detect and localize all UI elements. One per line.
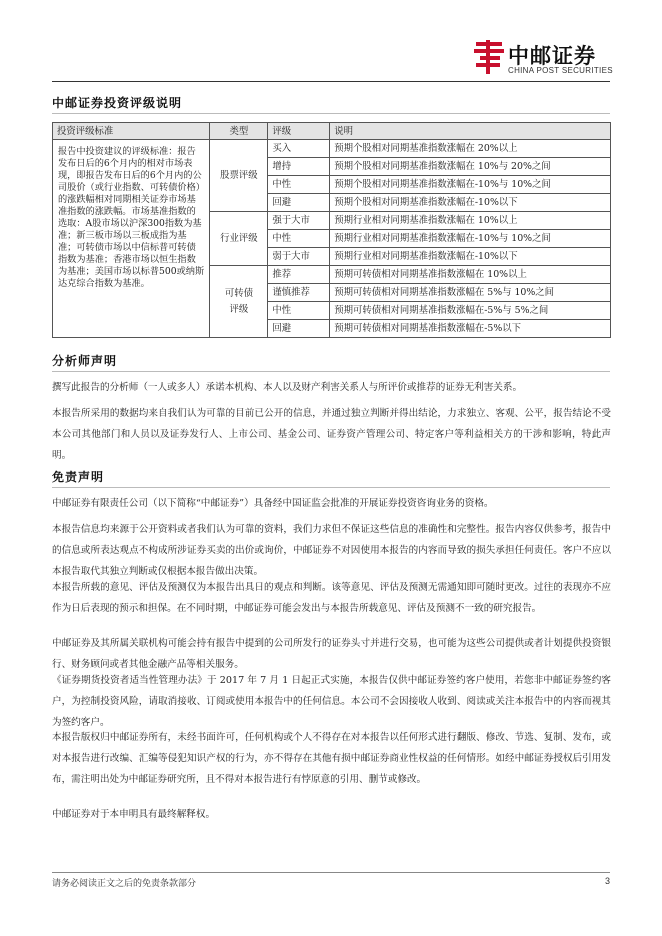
rating-desc: 预期个股相对同期基准指数涨幅在 20%以上 <box>330 140 611 158</box>
analyst-paragraph: 撰写此报告的分析师（一人或多人）承诺本机构、本人以及财产利害关系人与所评价或推荐的证券无利害关系。 <box>52 382 523 393</box>
rating-type-stock: 股票评级 <box>210 140 268 212</box>
disclaimer-paragraph: 中邮证券及其所属关联机构可能会持有报告中提到的公司所发行的证券头寸并进行交易，也可能为这些公司提供或者计划提供投资银行、财务顾问或者其他金融产品等相关服务。 <box>52 638 611 670</box>
disclaimer-paragraph: 本报告版权归中邮证券所有，未经书面许可，任何机构或个人不得存在对本报告以任何形式进行翻版、修改、节选、复制、发布，或对本报告进行改编、汇编等侵犯知识产权的行为，亦不得存在其他有损中邮证券商业性权益的任何情形。如经中邮证券授权后引用发布，需注明出处为中邮证券研究所，且不得对本报告进行有悖原意的引用、删节或修改。 <box>52 732 611 785</box>
disclaimer-section-divider <box>52 487 610 488</box>
rating-desc: 预期个股相对同期基准指数涨幅在 10%与 20%之间 <box>330 158 611 176</box>
header-standard: 投资评级标准 <box>53 123 210 140</box>
rating-table <box>52 122 611 338</box>
footer-note: 请务必阅读正文之后的免责条款部分 <box>52 879 197 889</box>
analyst-paragraph: 本报告所采用的数据均来自我们认为可靠的目前已公开的信息，并通过独立判断并得出结论，力求独立、客观、公平，报告结论不受本公司其他部门和人员以及证券发行人、上市公司、基金公司、证券资产管理公司、特定客户等利益相关方的干涉和影响，特此声明。 <box>52 408 611 461</box>
disclaimer-paragraph: 本报告信息均来源于公开资料或者我们认为可靠的资料，我们力求但不保证这些信息的准确性和完整性。报告内容仅供参考，报告中的信息或所表达观点不构成所涉证券买卖的出价或询价，中邮证券不对因使用本报告的内容而导致的损失承担任何责任。客户不应以本报告取代其独立判断或仅根据本报告做出决策。 <box>52 524 611 577</box>
rating-value: 中性 <box>268 230 330 248</box>
rating-type-convertible: 可转债评级 <box>210 266 268 338</box>
rating-desc: 预期个股相对同期基准指数涨幅在-10%以下 <box>330 194 611 212</box>
logo-cn-name: 中邮证券 <box>508 44 596 68</box>
logo-en-name: CHINA POST SECURITIES <box>508 66 613 75</box>
rating-desc: 预期行业相对同期基准指数涨幅在-10%以下 <box>330 248 611 266</box>
rating-value: 买入 <box>268 140 330 158</box>
rating-desc: 预期可转债相对同期基准指数涨幅在 5%与 10%之间 <box>330 284 611 302</box>
rating-value: 回避 <box>268 194 330 212</box>
table-row <box>53 140 611 158</box>
disclaimer-paragraph: 本报告所载的意见、评估及预测仅为本报告出具日的观点和判断。该等意见、评估及预测无需通知即可随时更改。过往的表现亦不应作为日后表现的预示和担保。在不同时期，中邮证券可能会发出与本报告所载意见、评估及预测不一致的研究报告。 <box>52 582 611 614</box>
header-divider <box>52 81 610 82</box>
rating-desc: 预期可转债相对同期基准指数涨幅在 10%以上 <box>330 266 611 284</box>
rating-desc: 预期个股相对同期基准指数涨幅在-10%与 10%之间 <box>330 176 611 194</box>
rating-standard-description: 报告中投资建议的评级标准：报告发布日后的6个月内的相对市场表现，即报告发布日后的6个月内的公司股价（或行业指数、可转债价格）的涨跌幅相对同期相关证券市场基准指数的涨跌幅。市场基准指数的选取：A股市场以沪深300指数为基准；新三板市场以三板成指为基准；可转债市场以中信标普可转债指数为基准；香港市场以恒生指数为基准；美国市场以标普500或纳斯达克综合指数为基准。 <box>53 140 210 338</box>
header-description: 说明 <box>330 123 611 140</box>
analyst-section-title: 分析师声明 <box>52 354 118 368</box>
analyst-section-divider <box>52 371 610 372</box>
header-type: 类型 <box>210 123 268 140</box>
rating-value: 弱于大市 <box>268 248 330 266</box>
disclaimer-paragraph: 中邮证券有限责任公司（以下简称“中邮证券”）具备经中国证监会批准的开展证券投资咨询业务的资格。 <box>52 498 494 509</box>
rating-value: 强于大市 <box>268 212 330 230</box>
rating-desc: 预期可转债相对同期基准指数涨幅在-5%以下 <box>330 320 611 338</box>
company-logo <box>472 38 612 78</box>
header-rating: 评级 <box>268 123 330 140</box>
rating-value: 增持 <box>268 158 330 176</box>
china-post-logo-icon <box>472 38 506 76</box>
rating-value: 中性 <box>268 302 330 320</box>
page-number: 3 <box>604 876 610 886</box>
rating-desc: 预期可转债相对同期基准指数涨幅在-5%与 5%之间 <box>330 302 611 320</box>
rating-value: 谨慎推荐 <box>268 284 330 302</box>
rating-desc: 预期行业相对同期基准指数涨幅在-10%与 10%之间 <box>330 230 611 248</box>
rating-value: 回避 <box>268 320 330 338</box>
footer-divider <box>52 872 610 873</box>
rating-table-header <box>53 123 611 140</box>
rating-section-divider <box>52 113 610 114</box>
rating-desc: 预期行业相对同期基准指数涨幅在 10%以上 <box>330 212 611 230</box>
disclaimer-paragraph: 《证券期货投资者适当性管理办法》于 2017 年 7 月 1 日起正式实施，本报告仅供中邮证券签约客户使用，若您非中邮证券签约客户，为控制投资风险，请取消接收、订阅或使用本报告中的任何信息。本公司不会因接收人收到、阅读或关注本报告中的内容而视其为签约客户。 <box>52 675 611 728</box>
disclaimer-paragraph: 中邮证券对于本申明具有最终解释权。 <box>52 809 216 820</box>
rating-value: 推荐 <box>268 266 330 284</box>
disclaimer-section-title: 免责声明 <box>52 470 105 484</box>
rating-value: 中性 <box>268 176 330 194</box>
rating-section-title: 中邮证券投资评级说明 <box>52 96 183 110</box>
rating-type-industry: 行业评级 <box>210 212 268 266</box>
